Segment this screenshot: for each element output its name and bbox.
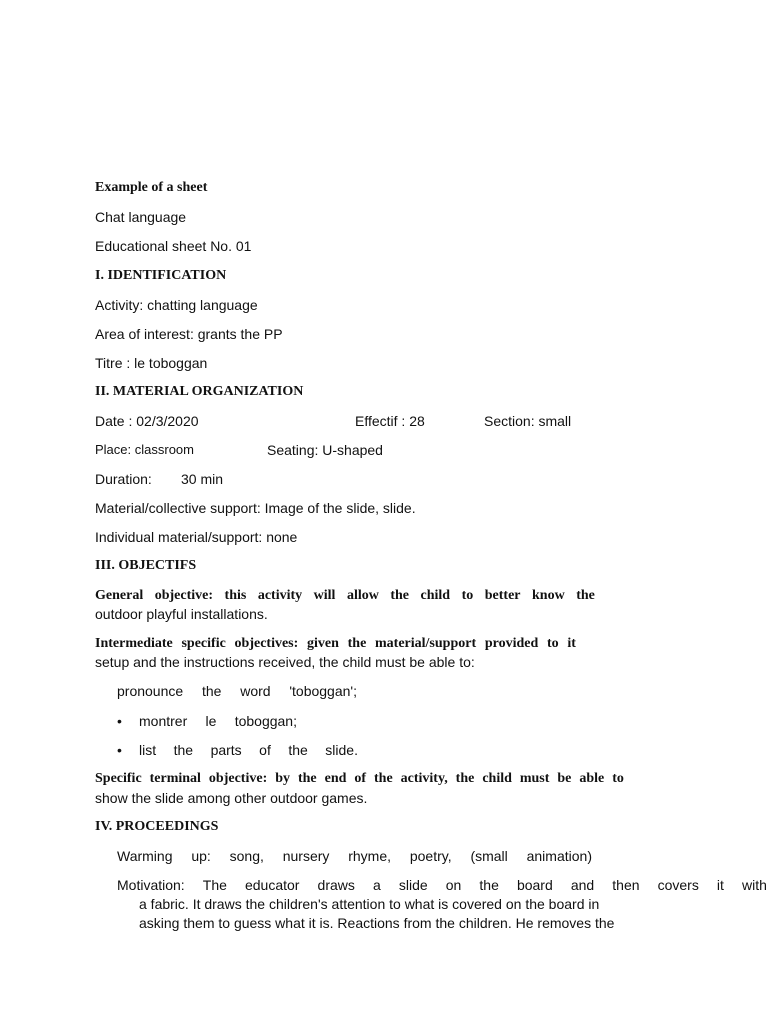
word: song, bbox=[229, 848, 264, 864]
effectif-field: Effectif : 28 bbox=[355, 413, 425, 429]
word: the bbox=[297, 771, 317, 786]
word: the bbox=[288, 742, 308, 758]
word: of bbox=[259, 742, 271, 758]
warming-up-line bbox=[117, 848, 592, 864]
word: the bbox=[201, 683, 222, 699]
word: parts bbox=[210, 742, 242, 758]
word: rhyme, bbox=[348, 848, 392, 864]
word: with bbox=[741, 877, 767, 893]
word: allow bbox=[346, 588, 379, 603]
word: to bbox=[612, 771, 624, 786]
word: will bbox=[313, 588, 336, 603]
word: a bbox=[372, 877, 381, 893]
word: it bbox=[716, 877, 724, 893]
word: the bbox=[374, 771, 393, 786]
word: the bbox=[390, 588, 409, 603]
individual-support-line: Individual material/support: none bbox=[95, 529, 298, 545]
word: specific bbox=[181, 636, 226, 651]
word: animation) bbox=[526, 848, 592, 864]
word: of bbox=[354, 771, 367, 786]
bullet-icon: • bbox=[117, 713, 122, 729]
terminal-objective-line bbox=[95, 771, 624, 787]
list-item bbox=[139, 742, 358, 758]
duration-label: Duration: bbox=[95, 471, 152, 487]
list-item bbox=[139, 713, 297, 729]
word: the bbox=[479, 877, 499, 893]
sheet-subject: Chat language bbox=[95, 209, 187, 225]
word: must bbox=[519, 771, 550, 786]
word: the bbox=[347, 636, 367, 651]
word: Warming bbox=[117, 848, 173, 864]
word: word bbox=[240, 683, 271, 699]
word: the bbox=[455, 771, 475, 786]
word: on bbox=[445, 877, 462, 893]
word: it bbox=[567, 636, 576, 651]
general-objective-cont: outdoor playful installations. bbox=[95, 606, 268, 622]
intermediate-objectives-cont: setup and the instructions received, the child must be able to: bbox=[95, 654, 475, 670]
word: able bbox=[579, 771, 605, 786]
word: this bbox=[224, 588, 247, 603]
duration-value: 30 min bbox=[181, 471, 224, 487]
date-field: Date : 02/3/2020 bbox=[95, 413, 199, 429]
word: General bbox=[95, 588, 144, 603]
titre-line: Titre : le toboggan bbox=[95, 355, 208, 371]
word: toboggan; bbox=[234, 713, 297, 729]
identification-title: I. IDENTIFICATION bbox=[95, 268, 227, 283]
word: child bbox=[482, 771, 512, 786]
section-field: Section: small bbox=[484, 413, 572, 429]
word: then bbox=[612, 877, 640, 893]
objectives-title: III. OBJECTIFS bbox=[95, 558, 197, 573]
word: Specific bbox=[95, 771, 142, 786]
seating-field: Seating: U-shaped bbox=[267, 442, 383, 458]
word: provided bbox=[484, 636, 539, 651]
word: by bbox=[275, 771, 290, 786]
word: objective: bbox=[154, 588, 214, 603]
word: draws bbox=[317, 877, 355, 893]
area-of-interest-line: Area of interest: grants the PP bbox=[95, 326, 283, 342]
word: Motivation: bbox=[117, 877, 185, 893]
intermediate-objectives-line bbox=[95, 636, 576, 652]
word: objective: bbox=[208, 771, 268, 786]
word: the bbox=[173, 742, 194, 758]
word: covers bbox=[657, 877, 699, 893]
word: montrer bbox=[139, 713, 188, 729]
sheet-heading: Example of a sheet bbox=[95, 180, 208, 195]
word: to bbox=[461, 588, 474, 603]
collective-support-line: Material/collective support: Image of the slide, slide. bbox=[95, 500, 416, 516]
motivation-line-3: asking them to guess what it is. Reactions from the children. He removes the bbox=[139, 915, 615, 931]
word: slide. bbox=[325, 742, 358, 758]
word: objectives: bbox=[234, 636, 299, 651]
sheet-number: Educational sheet No. 01 bbox=[95, 238, 252, 254]
motivation-line bbox=[117, 877, 767, 893]
place-field: Place: classroom bbox=[95, 442, 194, 457]
word: board bbox=[516, 877, 553, 893]
word: slide bbox=[398, 877, 428, 893]
terminal-objective-cont: show the slide among other outdoor games. bbox=[95, 790, 368, 806]
word: to bbox=[547, 636, 559, 651]
word: up: bbox=[191, 848, 211, 864]
word: given bbox=[307, 636, 339, 651]
general-objective-line bbox=[95, 588, 595, 604]
word: the bbox=[576, 588, 595, 603]
word: 'toboggan'; bbox=[289, 683, 357, 699]
material-title: II. MATERIAL ORGANIZATION bbox=[95, 384, 304, 399]
word: activity, bbox=[400, 771, 448, 786]
word: nursery bbox=[282, 848, 330, 864]
word: child bbox=[420, 588, 451, 603]
word: end bbox=[324, 771, 347, 786]
word: Intermediate bbox=[95, 636, 173, 651]
word: poetry, bbox=[409, 848, 452, 864]
bullet-icon: • bbox=[117, 742, 122, 758]
word: and bbox=[570, 877, 595, 893]
word: pronounce bbox=[117, 683, 184, 699]
word: terminal bbox=[149, 771, 201, 786]
activity-line: Activity: chatting language bbox=[95, 297, 258, 313]
word: The bbox=[202, 877, 227, 893]
word: le bbox=[205, 713, 217, 729]
word: know bbox=[532, 588, 565, 603]
motivation-line-2: a fabric. It draws the children's attention to what is covered on the board in bbox=[139, 896, 600, 912]
word: educator bbox=[244, 877, 300, 893]
word: be bbox=[557, 771, 572, 786]
word: better bbox=[484, 588, 521, 603]
word: material/support bbox=[375, 636, 477, 651]
word: list bbox=[139, 742, 157, 758]
word: activity bbox=[257, 588, 303, 603]
list-item bbox=[117, 683, 357, 699]
word: (small bbox=[470, 848, 508, 864]
proceedings-title: IV. PROCEEDINGS bbox=[95, 819, 219, 834]
